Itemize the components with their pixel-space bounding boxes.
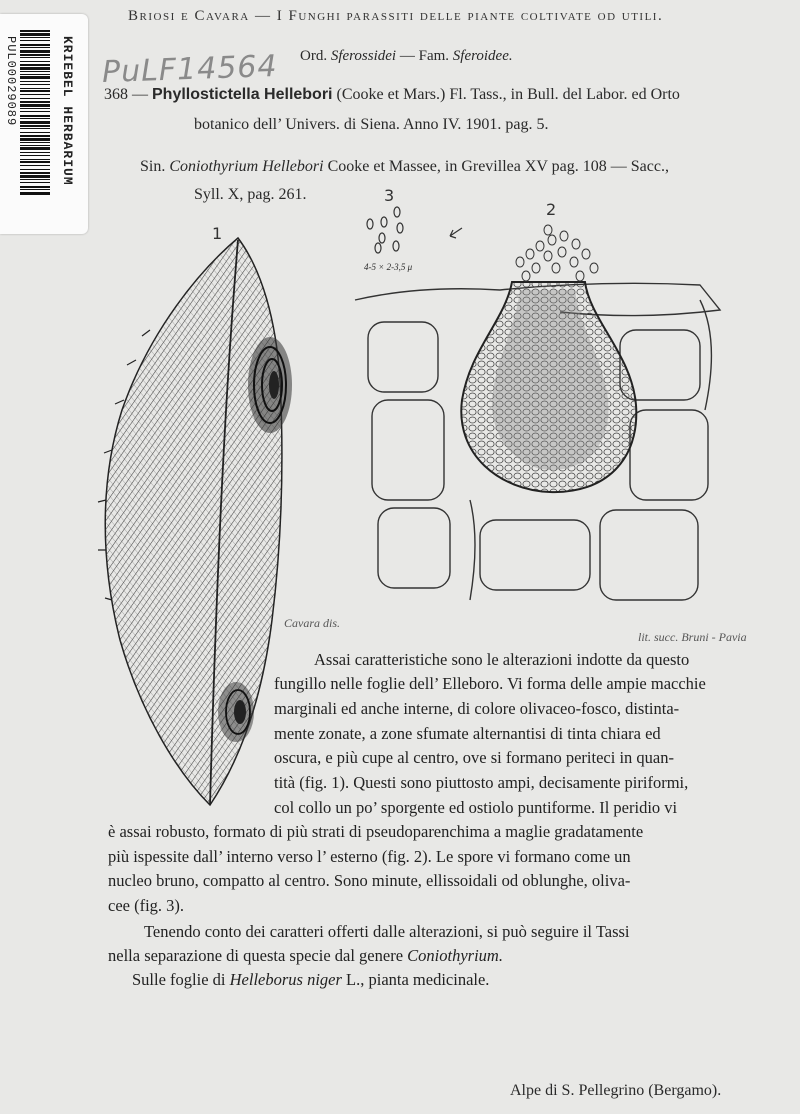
- host-prefix: Sulle foglie di: [132, 970, 226, 989]
- description-line: Assai caratteristiche sono le alterazioni indotte da questo: [314, 650, 690, 669]
- description-line: oscura, e più cupe al centro, ove si formano periteci in quan-: [274, 748, 674, 767]
- herbarium-name: KRIEBEL HERBARIUM: [60, 36, 75, 186]
- description-line: è assai robusto, formato di più strati di pseudoparenchima a maglie gradatamente: [108, 822, 644, 841]
- artist-credit: Cavara dis.: [284, 616, 341, 630]
- entry-line-2: botanico dell’ Univers. di Siena. Anno IV. 1901. pag. 5.: [194, 116, 549, 133]
- species-name: Phyllostictella Hellebori: [152, 86, 333, 103]
- description-line: cee (fig. 3).: [108, 896, 185, 915]
- barcode-number: PUL00029089: [4, 36, 18, 127]
- ord-label: Ord.: [300, 48, 328, 64]
- description-line: mente zonate, a zone sfumate alternantisi di tinta chiara ed: [274, 724, 661, 743]
- remarks-text: nella separazione di questa specie dal genere: [108, 946, 404, 965]
- spore-size-note: 4-5 × 2-3,5 μ: [364, 262, 413, 272]
- spores-illustration: [367, 207, 462, 253]
- author-conjunction: e: [180, 8, 190, 24]
- work-title: I Funghi parassiti delle piante coltivate od utili.: [276, 8, 664, 24]
- leaf-lesion-lower: [218, 682, 254, 742]
- figure-3-label: 3: [384, 186, 395, 205]
- figure-2-label: 2: [546, 200, 557, 219]
- entry-number: 368 —: [104, 86, 148, 103]
- collection-locality: Alpe di S. Pellegrino (Bergamo).: [510, 1082, 722, 1099]
- genus-name: Coniothyrium.: [407, 946, 503, 965]
- description-line: col collo un po’ sporgente ed ostiolo puntiforme. Il peridio vi: [274, 798, 678, 817]
- description-line: tità (fig. 1). Questi sono piuttosto ampi, decisamente piriformi,: [274, 773, 689, 792]
- header-dash: —: [255, 8, 272, 24]
- author-cavara: Cavara: [194, 8, 250, 24]
- order-name: Sferossidei: [330, 48, 397, 64]
- fam-label: — Fam.: [399, 48, 450, 64]
- figure-1-label: 1: [212, 224, 223, 243]
- perithecium-illustration: [355, 225, 720, 600]
- host-name: Helleborus niger: [229, 970, 342, 989]
- host-line: [108, 968, 798, 993]
- remarks-line: [108, 944, 798, 969]
- description-line: nucleo bruno, compatto al centro. Sono minute, ellissoidali od oblunghe, oliva-: [108, 871, 631, 890]
- synonym-prefix: Sin.: [140, 158, 166, 175]
- leaf-lesion-upper: [248, 337, 292, 433]
- description-line: marginali ed anche interne, di colore olivaceo-fosco, distinta-: [274, 699, 680, 718]
- remarks-line: Tenendo conto dei caratteri offerti dalle alterazioni, si può seguire il Tassi: [144, 922, 630, 941]
- entry-citation: (Cooke et Mars.) Fl. Tass., in Bull. del Labor. ed Orto: [336, 86, 680, 103]
- leaf-illustration: [98, 238, 292, 805]
- host-suffix: L., pianta medicinale.: [346, 970, 490, 989]
- synonym-citation: Cooke et Massee, in Grevillea XV pag. 108 — Sacc.,: [327, 158, 669, 175]
- description-line: fungillo nelle foglie dell’ Elleboro. Vi forma delle ampie macchie: [274, 674, 706, 693]
- author-briosi: Briosi: [128, 8, 176, 24]
- family-name: Sferoidee.: [452, 48, 513, 64]
- synonym-line-2: Syll. X, pag. 261.: [194, 186, 307, 203]
- handwritten-catalog-number: PuLF14564: [101, 48, 279, 91]
- synonym-name: Coniothyrium Hellebori: [169, 158, 324, 175]
- description-line: più ispessite dall’ interno verso l’ esterno (fig. 2). Le spore vi formano come un: [108, 847, 631, 866]
- lithographer-credit: lit. succ. Bruni - Pavia: [638, 630, 747, 644]
